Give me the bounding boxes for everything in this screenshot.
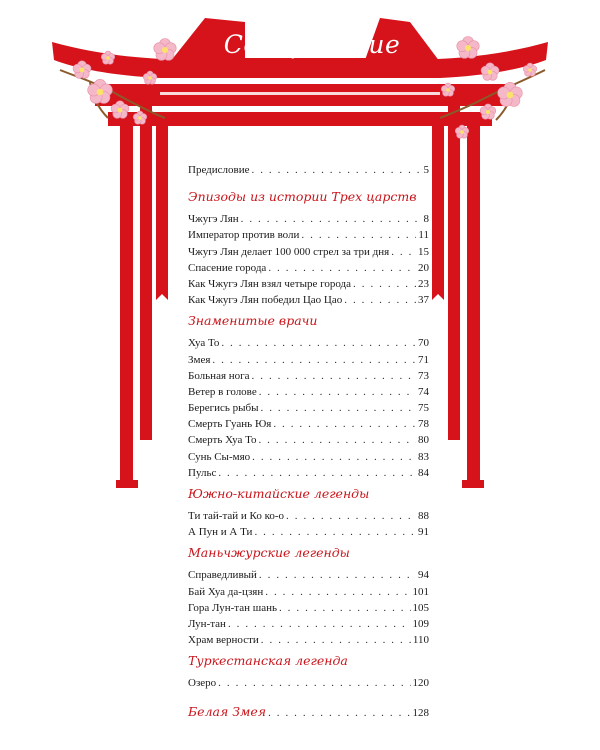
toc-leader-dots bbox=[261, 632, 411, 648]
toc-leader-dots bbox=[353, 276, 416, 292]
toc-entry-page: 84 bbox=[418, 466, 429, 479]
toc-entry[interactable] bbox=[188, 465, 429, 481]
toc-entry-title: Император против воли bbox=[188, 229, 300, 242]
page-title: Содержание bbox=[223, 30, 401, 59]
toc-entry[interactable] bbox=[188, 260, 429, 276]
toc-entry-title: Как Чжугэ Лян победил Цао Цао bbox=[188, 294, 343, 307]
toc-leader-dots bbox=[268, 703, 410, 723]
toc-entry-title: Сунь Сы-мяо bbox=[188, 450, 251, 463]
toc-section-heading: Белая Змея bbox=[188, 703, 267, 719]
toc-entry-page: 23 bbox=[418, 277, 429, 290]
toc-entry-title: Смерть Гуань Юя bbox=[188, 418, 272, 431]
cherry-blossom-flower bbox=[457, 37, 479, 59]
toc-leader-dots bbox=[273, 416, 416, 432]
toc-entry-page: 88 bbox=[418, 510, 429, 522]
toc-entry-page: 20 bbox=[418, 261, 429, 274]
cherry-blossom-flower bbox=[480, 104, 496, 119]
toc-leader-dots bbox=[268, 260, 416, 276]
toc-entry-page: 91 bbox=[418, 526, 429, 539]
toc-entry[interactable] bbox=[188, 584, 429, 600]
toc-entry-page: 5 bbox=[423, 164, 429, 176]
toc-leader-dots bbox=[259, 567, 416, 583]
toc-leader-dots bbox=[391, 244, 416, 260]
toc-entry-title: Лун-тан bbox=[188, 617, 226, 630]
toc-entry[interactable] bbox=[188, 432, 429, 448]
toc-section bbox=[188, 484, 429, 540]
toc-leader-dots bbox=[344, 292, 416, 308]
toc-section-heading[interactable]: Южно-китайские легенды bbox=[188, 486, 370, 501]
toc-entry[interactable] bbox=[188, 600, 429, 616]
toc-final-section[interactable] bbox=[188, 702, 429, 722]
gate-post-right-outer bbox=[467, 126, 480, 486]
toc-entry[interactable] bbox=[188, 616, 429, 632]
toc-entry-title: А Пун и А Ти bbox=[188, 526, 253, 539]
toc-entry[interactable] bbox=[188, 352, 429, 368]
gate-lintel-stripe bbox=[160, 92, 440, 95]
toc-entry-title: Храм верности bbox=[188, 634, 259, 647]
toc-entry[interactable] bbox=[188, 524, 429, 540]
toc-leader-dots bbox=[228, 616, 411, 632]
toc-entry-title: Чжугэ Лян делает 100 000 стрел за три дня bbox=[188, 245, 390, 258]
toc-section-heading[interactable]: Знаменитые врачи bbox=[188, 313, 318, 329]
toc-entry[interactable] bbox=[188, 567, 429, 583]
toc-entry-page: 11 bbox=[418, 229, 429, 242]
toc-entry[interactable] bbox=[188, 675, 429, 691]
toc-entry-title: Больная нога bbox=[188, 369, 250, 382]
toc-entry-title: Чжугэ Лян bbox=[188, 213, 239, 226]
toc-leader-dots bbox=[261, 400, 416, 416]
toc-entry[interactable] bbox=[188, 227, 429, 243]
toc-entry-page: 70 bbox=[418, 337, 429, 350]
toc-section-heading[interactable]: Маньчжурские легенды bbox=[188, 545, 350, 561]
toc-leader-dots bbox=[286, 508, 416, 524]
toc-entry-page: 73 bbox=[418, 369, 429, 382]
toc-entry[interactable] bbox=[188, 276, 429, 292]
gate-lintel-lower bbox=[108, 112, 492, 126]
toc-leader-dots bbox=[218, 465, 416, 481]
toc-leader-dots bbox=[252, 162, 422, 178]
toc-entry[interactable] bbox=[188, 211, 429, 227]
toc-leader-dots bbox=[252, 449, 416, 465]
toc-entry-page: 8 bbox=[423, 213, 429, 226]
toc-entry-page: 75 bbox=[418, 402, 429, 415]
toc-entry[interactable] bbox=[188, 368, 429, 384]
toc-entry-title: Спасение города bbox=[188, 261, 267, 274]
toc-entry-page: 37 bbox=[418, 294, 429, 307]
toc-entry-page: 101 bbox=[412, 585, 429, 598]
toc-entry-page: 120 bbox=[412, 677, 429, 690]
toc-entry-title: Ти тай-тай и Ко ко-о bbox=[188, 510, 285, 522]
toc-entry[interactable] bbox=[188, 632, 429, 648]
toc-entry-title: Смерть Хуа То bbox=[188, 434, 257, 447]
toc-entry[interactable] bbox=[188, 335, 429, 351]
gate-post-left-inner bbox=[140, 100, 152, 440]
toc-entry-page: 110 bbox=[412, 634, 429, 647]
toc-entry-title: Пульс bbox=[188, 466, 217, 479]
toc-entry-title: Змея bbox=[188, 353, 211, 366]
toc-entry-page: 94 bbox=[418, 569, 429, 582]
toc-section-heading[interactable]: Туркестанская легенда bbox=[188, 653, 348, 669]
toc-leader-dots bbox=[258, 432, 416, 448]
gate-ribbon-right bbox=[432, 126, 444, 300]
toc-entry-page: 80 bbox=[418, 434, 429, 447]
toc-entry[interactable] bbox=[188, 244, 429, 260]
toc-entry[interactable] bbox=[188, 416, 429, 432]
toc-leader-dots bbox=[254, 524, 416, 540]
toc-entry-title: Гора Лун-тан шань bbox=[188, 601, 277, 614]
toc-entry[interactable] bbox=[188, 292, 429, 308]
toc-leader-dots bbox=[265, 584, 410, 600]
toc-section-heading[interactable]: Эпизоды из истории Трех царств bbox=[188, 189, 417, 205]
toc-entry-page: 83 bbox=[418, 450, 429, 463]
toc-section bbox=[188, 543, 429, 648]
toc-entry-preface[interactable] bbox=[188, 162, 429, 178]
gate-ribbon-left bbox=[156, 126, 168, 300]
toc-leader-dots bbox=[279, 600, 411, 616]
toc-entry[interactable] bbox=[188, 400, 429, 416]
toc-entry-page: 105 bbox=[412, 601, 429, 614]
toc-entry[interactable] bbox=[188, 449, 429, 465]
toc-entry[interactable] bbox=[188, 508, 429, 524]
toc-leader-dots bbox=[301, 227, 416, 243]
toc-entry-page: 15 bbox=[418, 245, 429, 258]
toc-entry-page: 71 bbox=[418, 353, 429, 366]
toc-entry-title: Хуа То bbox=[188, 337, 220, 350]
gate-foot-right bbox=[462, 480, 484, 488]
toc-entry-page: 74 bbox=[418, 385, 429, 398]
gate-foot-left bbox=[116, 480, 138, 488]
gate-post-right-inner bbox=[448, 100, 460, 440]
toc-entry-title: Предисловие bbox=[188, 164, 250, 176]
toc-leader-dots bbox=[252, 368, 416, 384]
toc-entry-title: Справедливый bbox=[188, 569, 257, 582]
toc-section bbox=[188, 311, 429, 481]
toc-leader-dots bbox=[259, 384, 416, 400]
toc-section bbox=[188, 651, 429, 691]
toc-entry-title: Озеро bbox=[188, 677, 217, 690]
toc-entry[interactable] bbox=[188, 384, 429, 400]
toc-leader-dots bbox=[212, 352, 416, 368]
toc-section bbox=[188, 187, 429, 308]
toc-entry-title: Бай Хуа да-цзян bbox=[188, 585, 264, 598]
toc-leader-dots bbox=[241, 211, 422, 227]
toc-entry-page: 128 bbox=[412, 706, 429, 719]
cherry-blossom-flower bbox=[154, 39, 176, 61]
table-of-contents bbox=[188, 162, 429, 726]
toc-entry-title: Берегись рыбы bbox=[188, 402, 259, 415]
toc-leader-dots bbox=[221, 335, 416, 351]
gate-post-left-outer bbox=[120, 126, 133, 486]
toc-entry-page: 109 bbox=[412, 617, 429, 630]
toc-leader-dots bbox=[218, 675, 410, 691]
toc-entry-title: Как Чжугэ Лян взял четыре города bbox=[188, 277, 352, 290]
toc-entry-page: 78 bbox=[418, 418, 429, 431]
toc-entry-title: Ветер в голове bbox=[188, 385, 257, 398]
